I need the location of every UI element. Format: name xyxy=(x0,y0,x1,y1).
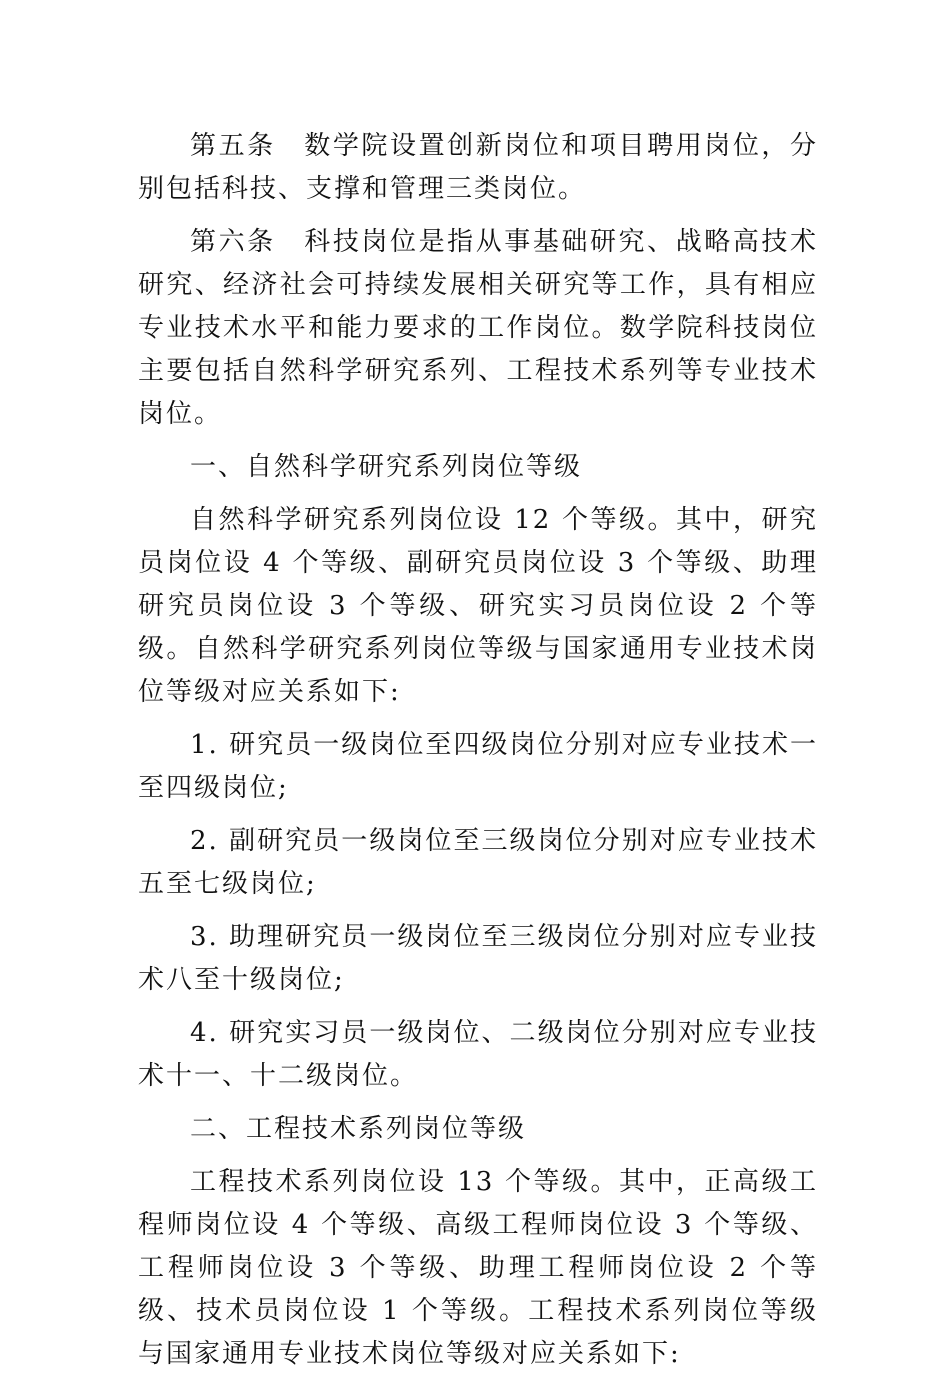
article-5-paragraph: 第五条 数学院设置创新岗位和项目聘用岗位，分别包括科技、支撑和管理三类岗位。 xyxy=(138,131,818,204)
list-item-assistant-researcher: 3. 助理研究员一级岗位至三级岗位分别对应专业技术八至十级岗位; xyxy=(138,922,818,995)
article-6-paragraph: 第六条 科技岗位是指从事基础研究、战略高技术研究、经济社会可持续发展相关研究等工作，具有相应专业技术水平和能力要求的工作岗位。数学院科技岗位主要包括自然科学研究系列、工程技术系列等专业技术岗位。 xyxy=(138,227,818,429)
natural-science-levels-paragraph: 自然科学研究系列岗位设 12 个等级。其中，研究员岗位设 4 个等级、副研究员岗位设 3 个等级、助理研究员岗位设 3 个等级、研究实习员岗位设 2 个等级。自然科学研究系列岗位等级与国家通用专业技术岗位等级对应关系如下: xyxy=(138,505,818,707)
list-item-researcher: 1. 研究员一级岗位至四级岗位分别对应专业技术一至四级岗位; xyxy=(138,730,818,803)
section-heading-natural-science: 一、自然科学研究系列岗位等级 xyxy=(190,452,583,482)
section-heading-engineering: 二、工程技术系列岗位等级 xyxy=(190,1114,527,1144)
list-item-research-intern: 4. 研究实习员一级岗位、二级岗位分别对应专业技术十一、十二级岗位。 xyxy=(138,1018,818,1091)
document-body xyxy=(138,125,818,1386)
list-item-associate-researcher: 2. 副研究员一级岗位至三级岗位分别对应专业技术五至七级岗位; xyxy=(138,826,818,899)
engineering-levels-paragraph: 工程技术系列岗位设 13 个等级。其中，正高级工程师岗位设 4 个等级、高级工程师岗位设 3 个等级、工程师岗位设 3 个等级、助理工程师岗位设 2 个等级、技术员岗位设 1 个等级。工程技术系列岗位等级与国家通用专业技术岗位等级对应关系如下: xyxy=(138,1167,818,1369)
